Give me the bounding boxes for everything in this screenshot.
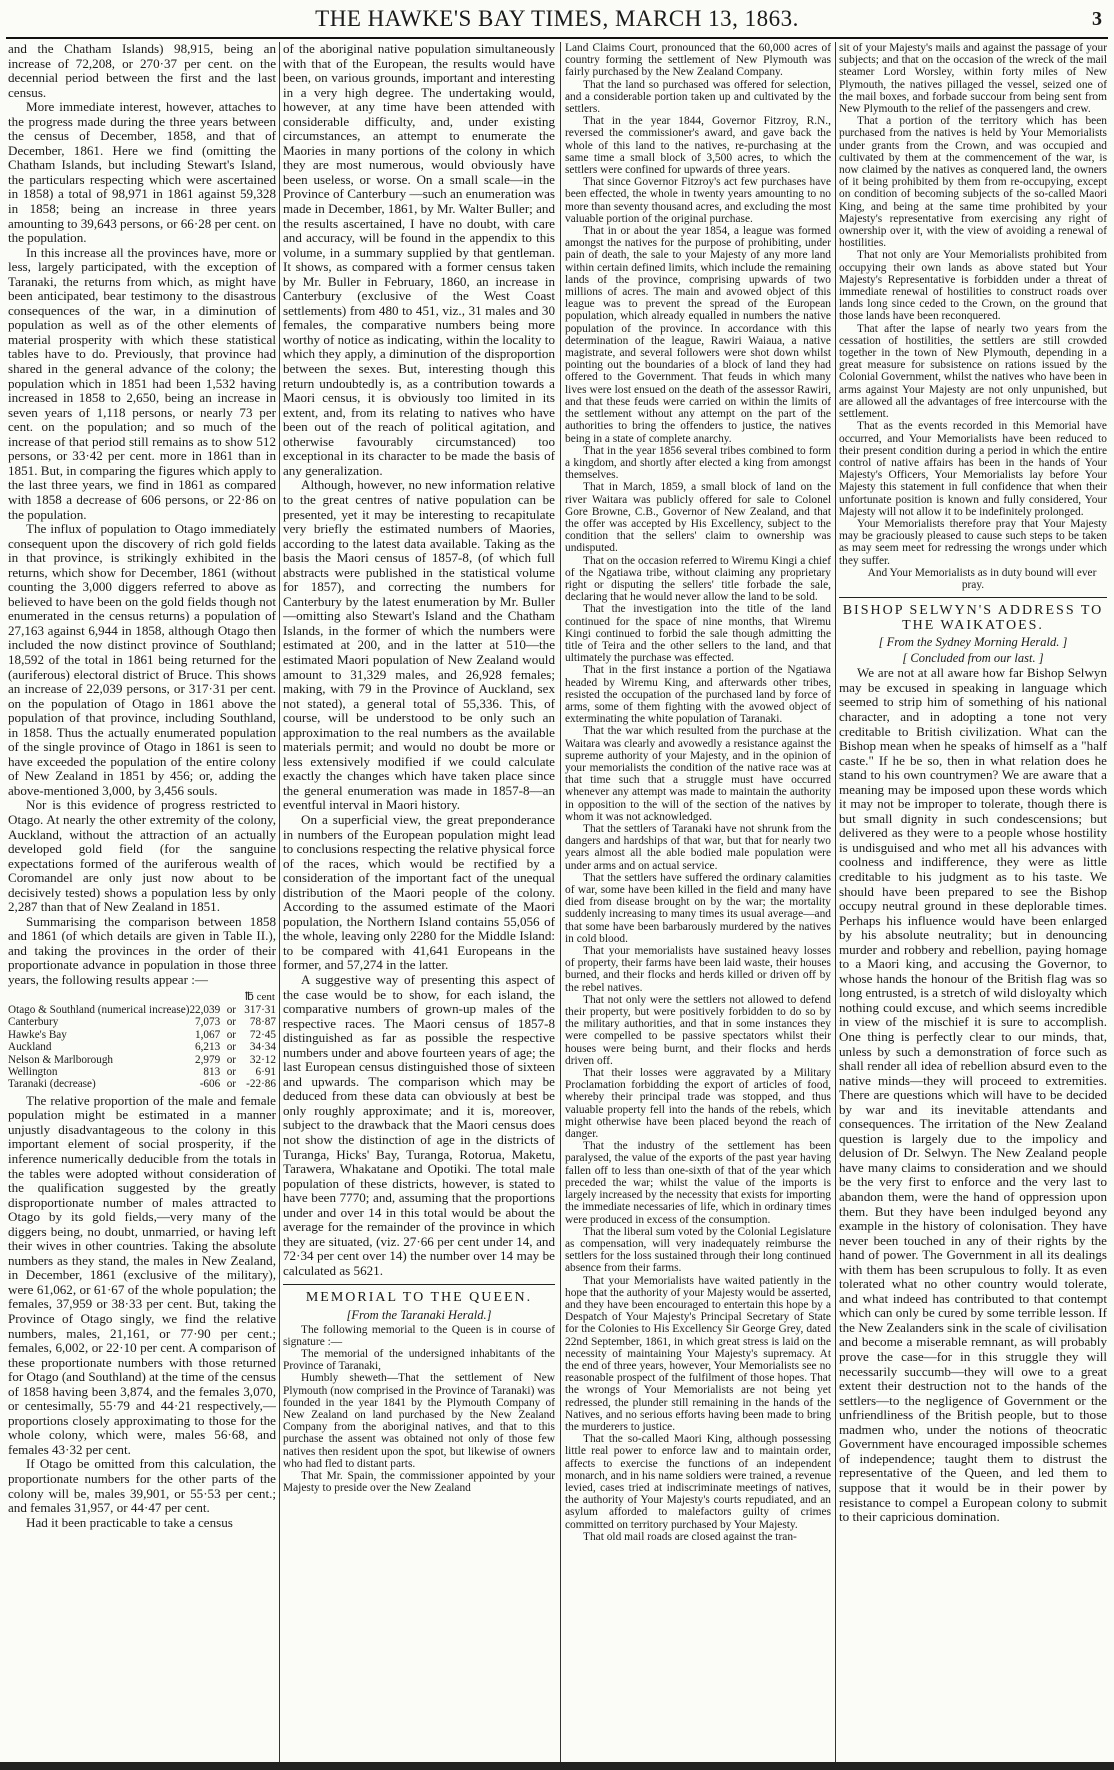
- or-word: or: [226, 1041, 237, 1054]
- column-4: [839, 42, 1107, 1764]
- section-rule: [283, 1284, 555, 1285]
- paragraph: That not only were the settlers not allowed to defend their property, but were positively forbidden to do so by the military authorities, and that in some instances they were compelled to be passive spectators whilst their houses were being burnt, and their flocks and herds driven off.: [565, 993, 831, 1067]
- paragraph: That not only are Your Memorialists prohibited from occupying their own lands as above stated but Your Majesty's Representative is forbidden under a threat of immediate renewal of hostilities to construct roads over lands long since ceded to the Crown, on the ground that those lands have been reconquered.: [839, 249, 1107, 323]
- percent-header: ℔ cent: [244, 990, 275, 1003]
- paragraph: We are not at all aware how far Bishop Selwyn may be excused in speaking in language which seemed to strip him of something of his national character, and in adopting a tone not very creditable to British civilization. What can the Bishop mean when he speaks of himself as a "half caste." If he be so, then in what relation does he stand to his own countrymen? We are aware that a meaning may be imposed upon these words which it may not be improper to tolerate, though there is but small dignity in such condescensions; but delivered as they were to a people whose hostility is undisguised and who met all his advances with coolness and indifference, they were as little creditable to his judgment as to his taste. We should have been prepared to see the Bishop occupy neutral ground in these deplorable times. Perhaps his influence would have been enlarged by his absolute neutrality; but in denouncing murder and robbery and rebellion, paying homage to a Maori king, and accusing the Governor, to whose hands the honour of the British flag was so long entrusted, is a stretch of wild disloyalty which nothing could excuse, and which seems incredible in view of the mischief it is sure to accomplish. One thing is perfectly clear to our minds, that, unless by such a demonstration of force such as shall render all idea of rebellion absurd even to the native minds—they will proceed to extremities. There are questions which will have to be decided by war and its inevitable attendants and consequences. The irritation of the New Zealand question is largely due to the impolicy and delusion of Dr. Selwyn. The New Zealand people have many claims to consideration and we should be the very first to enforce and the very last to abandon them, were the hand of oppression upon them. But they have been indulged beyond any example in the history of colonisation. They have never been touched in any of their rights by the hand of power. The Government in all its dealings with them has been scrupulous to folly. It as even tolerated what no other country would tolerate, and what indeed has contributed to that contempt which can only be cured by some terrible lesson. If the New Zealanders sink in the scale of civilisation and become a miserable remnant, as will probably prove the case—for in this struggle they will necessarily succumb—they will owe to a great extent their destruction not to the hands of the settlers—to the negligence of Government or the unfriendliness of the British people, but to those madmen who, under the notions of theocratic Government have encouraged impossible schemes of independence; taught them to distrust the representative of the Queen, and led them to suppose that it would be in their power by resistance to compel a European colony to submit to their capricious domination.: [839, 665, 1107, 1525]
- paragraph: That as the events recorded in this Memorial have occurred, and Your Memorialists have been reduced to their present condition during a period in which the entire control of native affairs has been in the hands of Your Majesty's Officers, Your Memorialists lay before Your Majesty this statement in full confidence that when their unfortunate position is known and fully considered, Your Majesty will not allow it to be indefinitely prolonged.: [839, 420, 1107, 518]
- paragraph: That after the lapse of nearly two years from the cessation of hostilities, the settlers are still crowded together in the town of New Plymouth, depending in a great measure for subsistence on rations issued by the Colonial Government, whilst the natives who have been in arms against Your Majesty are not only unpunished, but are allowed all the advantages of free intercourse with the settlement.: [839, 322, 1107, 421]
- province-name: Taranaki (decrease): [8, 1078, 96, 1091]
- or-word: or: [226, 1078, 237, 1091]
- paragraph: The relative proportion of the male and female population might be estimated in a manner unjustly disadvantageous to the colony in this important element of social prosperity, if the inference numerically deducible from the totals in the tables were adopted without consideration of the qualification suggested by the greatly disproportionate number of males attracted to Otago by its gold fields,—very many of the diggers being, no doubt, unmarried, or having left their wives in other countries. Taking the absolute numbers as they stand, the males in New Zealand, in December, 1861 (exclusive of the military), were 61,062, or 61·67 of the whole population; the females, 37,959 or 38·33 per cent. But, taking the Province of Otago singly, we find the relative numbers, males, 21,161, or 77·90 per cent.; females, 6,002, or 22·10 per cent. A comparison of these proportionate numbers with those returned for Otago (and Southland) at the time of the census of 1858 having been 3,874, and the females 3,070, or centesimally, 55·79 and 44·21 respectively,—proportions closely approximating to those for the whole colony, which were, males 56·68, and females 43·32 per cent.: [8, 1092, 276, 1457]
- memorial-source: [From the Taranaki Herald.]: [346, 1308, 492, 1323]
- paragraph: More immediate interest, however, attaches to the progress made during the three years between the census of December, 1858, and that of December, 1861. Here we find (omitting the Chatham Islands, but including Stewart's Island, the particulars respecting which were ascertained in 1858) a total of 98,971 in 1861 against 59,328 in 1858; being an increase in three years amounting to 39,643 persons, or 66·28 per cent. on the population.: [8, 99, 276, 246]
- table-row: [8, 1066, 276, 1078]
- numeric-change: 6,213: [195, 1041, 221, 1054]
- paragraph: Your Memorialists therefore pray that Your Majesty may be graciously pleased to cause such steps to be taken as may seem meet for redressing the wrongs under which they suffer.: [839, 517, 1107, 567]
- table-row: [8, 1004, 276, 1016]
- province-name: Canterbury: [8, 1016, 59, 1029]
- percent-change: 32·12: [249, 1053, 276, 1066]
- table-row: [8, 1016, 276, 1028]
- numeric-change: -606: [199, 1078, 221, 1091]
- column-divider: [560, 42, 561, 1766]
- paragraph: Although, however, no new information relative to the great centres of native population can be presented, yet it may be interesting to recapitulate very briefly the estimated numbers of Maories, according to the latest data available. Taking as the basis the Maori census of 1857-8, (of which full abstracts were published in the statistical volume for 1857), and correcting the numbers for Canterbury by the latest enumeration by Mr. Buller—omitting also Stewart's Island and the Chatham Islands, in the former of which the numbers were estimated at 200, and in the latter at 510—the estimated Maori population of New Zealand would amount to 31,329 males, and 26,928 females; making, with 79 in the Province of Auckland, sex not stated), a general total of 55,336. This, of course, will be understood to be only such an approximation to the real numbers as the available materials permit; and would no doubt be more or less extensively modified if we could calculate exactly the changes which have taken place since the general enumeration was made in 1857-8—an eventful interval in Maori history.: [283, 477, 555, 813]
- percent-change: 78·87: [249, 1016, 276, 1029]
- paragraph: That a portion of the territory which has been purchased from the natives is held by Your Memorialists under grants from the Crown, and was occupied and cultivated by them at the commencement of the war, is now claimed by the natives as conquered land, the owners of it being prohibited by them from re-occupying, except on condition of becoming subjects of the so-called Maori King, and being at the same time prohibited by your Majesty's representative from exercising any right of ownership over it, with the view of avoiding a renewal of hostilities.: [839, 115, 1107, 250]
- paragraph: That in March, 1859, a small block of land on the river Waitara was publicly offered for sale to Colonel Gore Browne, C.B., Governor of New Zealand, and that the offer was accepted by His Excellency, subject to the condition that the sellers' claim to ownership was undisputed.: [565, 481, 831, 555]
- paragraph: That Mr. Spain, the commissioner appointed by your Majesty to preside over the New Zealand: [283, 1470, 555, 1495]
- paragraph: The memorial of the undersigned inhabitants of the Province of Taranaki,: [283, 1347, 555, 1373]
- province-name: Wellington: [8, 1065, 58, 1078]
- paragraph: That the settlers have suffered the ordinary calamities of war, some have been killed in the field and many have died from disease brought on by the war; the mortality suddenly increasing to many times its usual average—and that some have been barbarously murdered by the natives in cold blood.: [565, 871, 831, 945]
- paragraph: Nor is this evidence of progress restricted to Otago. At nearly the other extremity of the colony, Auckland, without the attraction of an actually developed gold field (for the sanguine expectations formed of the auriferous wealth of Coromandel are only just now about to be decisively tested) shows a population less by only 2,287 than that of New Zealand in 1851.: [8, 797, 276, 915]
- paragraph: That old mail roads are closed against the tran-: [583, 1530, 797, 1543]
- page-number: 3: [1092, 8, 1102, 30]
- paragraph: That the land so purchased was offered for selection, and a considerable portion taken up and cultivated by the settlers.: [565, 78, 831, 116]
- paragraph: That the so-called Maori King, although possessing little real power to enforce law and to maintain order, affects to exercise the functions of an independent monarch, and in his name soldiers were trained, a revenue levied, cases tried at indiscriminate meetings of natives, the authority of Your Majesty's courts repudiated, and an asylum afforded to malefactors guilty of crimes committed on territory purchased by Your Majesty.: [565, 1433, 831, 1531]
- page-bottom-edge: [0, 1762, 1114, 1770]
- or-word: or: [226, 1016, 237, 1029]
- paragraph: and the Chatham Islands) 98,915, being an increase of 72,208, or 270·37 per cent. on the decennial period between the first and the last census.: [8, 42, 276, 100]
- paragraph: That your Memorialists have waited patiently in the hope that the authority of your Majesty would be asserted, and they have been encouraged to entertain this hope by a Despatch of Your Majesty's Principal Secretary of State for the Colonies to His Excellency Sir George Grey, dated 22nd September, 1861, in which great stress is laid on the necessity of maintaining Your Majesty's supremacy. At the end of three years, however, Your Memorialists see no reasonable prospect of the fulfilment of those hopes. That the wrongs of Your Memorialists are not being yet redressed, the plunder still remaining in the hands of the Natives, and no serious efforts having been made to bring the murderers to justice.: [565, 1274, 831, 1433]
- paragraph: That in the year 1844, Governor Fitzroy, R.N., reversed the commissioner's award, and gave back the whole of this land to the natives, re-purchasing at the same time a small block of 3,500 acres, to which the settlers were confined for upwards of three years.: [565, 115, 831, 177]
- numeric-change: 1,067: [195, 1028, 221, 1041]
- table-row: [8, 1041, 276, 1053]
- paragraph: That in the year 1856 several tribes combined to form a kingdom, and shortly after elected a king from amongst themselves.: [565, 444, 831, 482]
- article-continued-note: [ Concluded from our last. ]: [902, 650, 1044, 665]
- column-divider: [835, 42, 836, 1766]
- percent-change: 34·34: [249, 1041, 276, 1054]
- paragraph: That their losses were aggravated by a Military Proclamation forbidding the export of articles of food, whereby their principal trade was stopped, and thus valuable property fell into the hands of the rebels, which might otherwise have been placed beyond the reach of danger.: [565, 1067, 831, 1141]
- paragraph: Had it been practicable to take a census: [26, 1514, 233, 1530]
- paragraph: Humbly sheweth—That the settlement of New Plymouth (now comprised in the Province of Taranaki) was founded in the year 1841 by the Plymouth Company of New Zealand on land purchased by the New Zealand Company from the aboriginal natives, and that to this purchase the assent was obtained not only of those few natives then resident upon the spot, but likewise of owners who had fled to distant parts.: [283, 1372, 555, 1470]
- article-source: [ From the Sydney Morning Herald. ]: [878, 635, 1068, 650]
- or-word: or: [226, 1053, 237, 1066]
- article-heading: BISHOP SELWYN'S ADDRESS TO THE WAIKATOES.: [842, 603, 1104, 633]
- column-2: [283, 42, 555, 1764]
- paragraph: That since Governor Fitzroy's act few purchases have been effected, the whole in twenty years amounting to no more than seventy thousand acres, and excluding the most valuable portion of the original purchase.: [565, 176, 831, 225]
- masthead-rule: [6, 37, 1108, 39]
- paragraph: The influx of population to Otago immediately consequent upon the discovery of rich gold fields in that province, is strikingly exhibited in the returns, which show for December, 1861 (without counting the 3,000 diggers referred to above as believed to have been on the gold fields though not enumerated in the census returns) a population of 27,163 against 6,944 in 1858, although Otago then included the now distinct province of Southland; 18,592 of the total in 1861 being returned for the (auriferous) electoral district of Bruce. This shows an increase of 22,039 persons, or 317·31 per cent. on the population of Otago in 1861 above the population of that province, including Southland, in 1858. Thus the actually enumerated population of the single province of Otago in 1861 is seen to have exceeded the population of the entire colony of New Zealand in 1851 by 456; or, adding the above-mentioned 3,000, by 3,456 souls.: [8, 521, 276, 798]
- paragraph: The following memorial to the Queen is in course of signature :—: [283, 1323, 555, 1348]
- newspaper-title: THE HAWKE'S BAY TIMES, MARCH 13, 1863.: [315, 6, 799, 31]
- table-row: [8, 1029, 276, 1041]
- paragraph: That the liberal sum voted by the Colonial Legislature as compensation, will very inadequately reimburse the settlers for the loss sustained through their long continued absence from their farms.: [565, 1225, 831, 1275]
- table-header-row: [8, 990, 276, 1004]
- section-rule: [839, 597, 1107, 598]
- or-word: or: [226, 1028, 237, 1041]
- province-increase-table: [8, 990, 276, 1091]
- province-name: Nelson & Marlborough: [8, 1053, 114, 1066]
- paragraph: That in the first instance a portion of the Ngatiawa headed by Wiremu King, and afterwards other tribes, resisted the occupation of the purchased land by force of arms, some of them fighting with the avowed object of exterminating the white population of Taranaki.: [565, 664, 831, 726]
- percent-change: 6·91: [255, 1065, 276, 1078]
- paragraph: That the industry of the settlement has been paralysed, the value of the exports of the past year having fallen off to less than one-sixth of that of the year which preceded the war; whilst the value of the imports is largely increased by the necessity that exists for importing the immediate necessaries of life, which in ordinary times were produced in excess of the consumption.: [565, 1140, 831, 1226]
- province-name: Otago & Southland (numerical increase): [8, 1003, 190, 1016]
- or-word: or: [226, 1065, 237, 1078]
- or-word: or: [226, 1003, 237, 1016]
- paragraph: That in or about the year 1854, a league was formed amongst the natives for the purpose of prohibiting, under pain of death, the sale to your Majesty of any more land within certain defined limits, which include the remaining lands of the province, comprising upwards of two millions of acres. The main and avowed object of this league was to prevent the spread of the European population, which already equalled in numbers the native population of the province. In accordance with this determination of the league, Rawiri Waiaua, a native magistrate, and several followers were shot down whilst pointing out the boundaries of a block of land they had offered to the Government. That feuds in which many lives were lost ensued on the death of the assessor Rawiri, and that these feuds were carried on within the limits of the settlement without any attempt on the part of the authorities to bring the offenders to justice, the natives being in a state of complete anarchy.: [565, 225, 831, 445]
- table-row: [8, 1054, 276, 1066]
- paragraph: That your memorialists have sustained heavy losses of property, their farms have been laid waste, their houses burned, and their flocks and herds killed or driven off by the rebel natives.: [565, 945, 831, 994]
- paragraph: That the settlers of Taranaki have not shrunk from the dangers and hardships of that war, but that for nearly two years almost all the able bodied male population were under arms and on actual service.: [565, 823, 831, 872]
- numeric-change: 2,979: [195, 1053, 221, 1066]
- numeric-change: 813: [203, 1065, 221, 1078]
- closing-line: And Your Memorialists as in duty bound will ever pray.: [867, 566, 1097, 591]
- paragraph: That on the occasion referred to Wiremu Kingi a chief of the Ngatiawa tribe, without claiming any proprietary right or disputing the sellers' title forbade the sale, declaring that he would never allow the land to be sold.: [565, 554, 831, 604]
- paragraph: Summarising the comparison between 1858 and 1861 (of which details are given in Table II.), and taking the provinces in the order of their proportionate advance in population in those three years, the following results appear :—: [8, 913, 276, 987]
- paragraph: of the aboriginal native population simultaneously with that of the European, the results would have been, on various grounds, important and interesting in a very high degree. The undertaking would, however, at any time have been attended with considerable difficulty, and, under existing circumstances, an attempt to enumerate the Maories in many portions of the colony in which they are most numerous, would obviously have been useless, or worse. On a small scale—in the Province of Canterbury —such an enumeration was made in December, 1861, by Mr. Walter Buller; and the results ascertained, I have no doubt, with care and accuracy, will be found in the appendix to this volume, in a summary supplied by that gentleman. It shows, as compared with a former census taken by Mr. Buller in February, 1860, an increase in Canterbury (exclusive of the West Coast settlements) from 480 to 451, viz., 31 males and 30 females, the comparative numbers being more worthy of notice as indicating, within the locality to which they apply, a diminution of the disproportion between the sexes. But, interesting though this return undoubtedly is, as a contribution towards a Maori census, it is obviously too limited in its extent, and, from its relating to natives who have been out of the reach of political agitation, and otherwise favourably circumstanced) too exceptional in its character to be made the basis of any generalization.: [283, 42, 555, 478]
- column-3: [565, 42, 831, 1764]
- paragraph: If Otago be omitted from this calculation, the proportionate numbers for the other parts of the colony will be, males 39,901, or 55·53 per cent.; and females 31,957, or 44·47 per cent.: [8, 1456, 276, 1516]
- masthead: [0, 6, 1114, 36]
- numeric-change: 7,073: [195, 1016, 221, 1029]
- column-divider: [279, 42, 280, 1766]
- percent-change: 317·31: [244, 1003, 276, 1016]
- paragraph: Land Claims Court, pronounced that the 60,000 acres of country forming the settlement of New Plymouth was fairly purchased by the New Zealand Company.: [565, 42, 831, 79]
- paragraph: A suggestive way of presenting this aspect of the case would be to show, for each island, the comparative numbers of grown-up males of the respective races. The Maori census of 1857-8 distinguished as far as possible the respective numbers under and above fourteen years of age; the last European census distinguished those of sixteen and upwards. The comparison which may be deduced from these data can obviously at best be only roughly approximate; and it is, moreover, subject to the drawback that the Maori census does not show the distinction of age in the districts of Turanga, Hicks' Bay, Turanga, Rotorua, Maketu, Tarawera, Whakatane and Opotiki. The total male population of these districts, however, is stated to have been 7770; and, assuming that the proportions under and over 14 in this total would be about the average for the remainder of the province in which they are situated, (viz. 27·66 per cent under 14, and 72·34 per cent over 14) the number over 14 may be calculated as 5621.: [283, 972, 555, 1278]
- paragraph: That the investigation into the title of the land continued for the space of nine months, that Wiremu Kingi continued to forbid the sale though admitting the title of Teira and the other sellers to the land, and that ultimately the purchase was effected.: [565, 603, 831, 665]
- memorial-heading: MEMORIAL TO THE QUEEN.: [305, 1290, 533, 1306]
- province-name: Hawke's Bay: [8, 1028, 67, 1041]
- column-1: [8, 42, 276, 1764]
- paragraph: On a superficial view, the great preponderance in numbers of the European population might lead to conclusions respecting the relative physical force of the races, which would be rectified by a consideration of the important fact of the unequal distribution of the Maori people of the colony. According to the assumed estimate of the Maori population, the Northern Island contains 55,056 of the whole, leaving only 2280 for the Middle Island: to be compared with 41,641 Europeans in the former, and 57,274 in the latter.: [283, 811, 555, 973]
- province-name: Auckland: [8, 1041, 52, 1054]
- table-row: [8, 1078, 276, 1090]
- paragraph: That the war which resulted from the purchase at the Waitara was clearly and avowedly a resistance against the supreme authority of your Majesty, and in the opinion of your memorialists the condition of the native race was at that time such that a struggle must have occurred whenever any attempt was made to maintain the authority in opposition to the will of the section of the natives by whom it was not acknowledged.: [565, 725, 831, 823]
- paragraph: sit of your Majesty's mails and against the passage of your subjects; and that on the occasion of the wreck of the mail steamer Lord Worsley, within forty miles of New Plymouth, the natives pillaged the vessel, seized one of the mail boxes, and forbade succour from being sent from New Plymouth to the relief of the passengers and crew.: [839, 42, 1107, 116]
- paragraph: In this increase all the provinces have, more or less, largely participated, with the exception of Taranaki, the returns from which, as might have been anticipated, bear testimony to the disastrous consequences of the war, in a diminution of population as well as of the other elements of material prosperity with which these statistical tables have to do. Previously, that province had shared in the general advance of the colony; the population which in 1851 had been 1,532 having increased in 1858 to 2,650, being an increase in seven years of 1,118 persons, or nearly 73 per cent. on the population; and so much of the increase of that period still remains as to show 512 persons, or 33·42 per cent. more in 1861 than in 1851. But, in comparing the figures which apply to the last three years, we find in 1861 as compared with 1858 a decrease of 606 persons, or 22·86 on the population.: [8, 244, 276, 522]
- numeric-change: 22,039: [189, 1003, 221, 1016]
- percent-change: -22·86: [246, 1078, 276, 1091]
- percent-change: 72·45: [249, 1028, 276, 1041]
